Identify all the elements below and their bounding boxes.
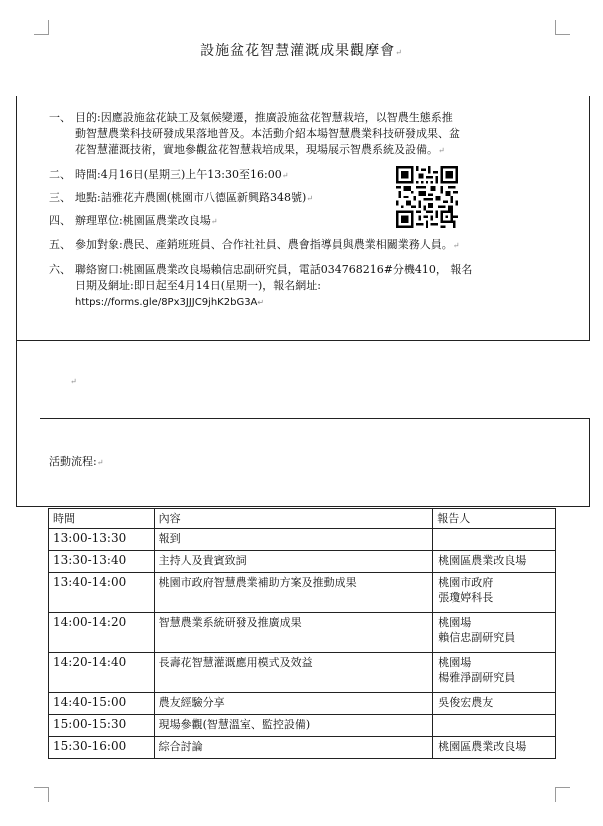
reporter-line: 桃園場 xyxy=(438,616,472,629)
crop-mark-bottom-left xyxy=(34,787,49,802)
item-label: 時間: xyxy=(75,168,101,181)
cell-content: 現場參觀(智慧溫室、監控設備) xyxy=(154,715,433,737)
item-number: 五、 xyxy=(49,238,71,251)
table-row xyxy=(49,551,556,573)
table-row xyxy=(49,573,556,613)
table-row xyxy=(49,737,556,759)
frame-line xyxy=(16,96,17,340)
cell-time: 14:40-15:00 xyxy=(49,693,155,715)
reporter-line xyxy=(438,717,551,732)
cell-time: 15:30-16:00 xyxy=(49,737,155,759)
cell-content: 主持人及貴賓致詞 xyxy=(154,551,433,573)
table-row xyxy=(49,693,556,715)
frame-line xyxy=(16,340,17,506)
reporter-line: 桃園區農業改良場 xyxy=(438,554,527,567)
cell-time: 14:20-14:40 xyxy=(49,653,155,693)
item-number: 一、 xyxy=(49,111,71,124)
cell-time: 13:40-14:00 xyxy=(49,573,155,613)
crop-mark-bottom-right xyxy=(555,787,570,802)
reporter-line: 張瓊婷科長 xyxy=(438,591,494,604)
cell-reporter xyxy=(433,653,556,693)
item-audience: 五、 參加對象:農民、產銷班班員、合作社社員、農會指導員與農業相關業務人員。↵ xyxy=(49,238,460,251)
qr-code-icon xyxy=(396,166,458,228)
cell-reporter xyxy=(433,613,556,653)
cell-content: 桃園市政府智慧農業補助方案及推動成果 xyxy=(154,573,433,613)
item-number: 三、 xyxy=(49,191,71,204)
cell-time: 13:00-13:30 xyxy=(49,529,155,551)
cell-time: 15:00-15:30 xyxy=(49,715,155,737)
cell-content: 智慧農業系統研發及推廣成果 xyxy=(154,613,433,653)
cell-content: 報到 xyxy=(154,529,433,551)
item-text: 農民、產銷班班員、合作社社員、農會指導員與農業相關業務人員。 xyxy=(122,238,453,251)
cell-content: 綜合討論 xyxy=(154,737,433,759)
cell-reporter xyxy=(433,529,556,551)
item-label: 參加對象: xyxy=(75,238,123,251)
item-number: 六、 xyxy=(49,263,71,276)
frame-line xyxy=(40,418,590,419)
item-number: 二、 xyxy=(49,168,71,181)
cell-reporter xyxy=(433,573,556,613)
item-text: 因應設施盆花缺工及氣候變遷，推廣設施盆花智慧栽培，以智農生態系推 xyxy=(100,111,453,124)
frame-line xyxy=(589,96,590,340)
table-row xyxy=(49,715,556,737)
item-organizer: 四、 辦理單位:桃園區農業改良場↵ xyxy=(49,214,218,227)
reporter-line: 吳俊宏農友 xyxy=(438,696,494,709)
cell-reporter xyxy=(433,693,556,715)
frame-line xyxy=(589,418,590,506)
paragraph-return-icon: ↵ xyxy=(438,146,445,155)
item-label: 辦理單位: xyxy=(75,214,123,227)
item-text: 桃園區農業改良場賴信忠副研究員，電話034768216#分機410， 報名 xyxy=(122,263,473,276)
cell-time: 14:00-14:20 xyxy=(49,613,155,653)
cell-reporter xyxy=(433,715,556,737)
page-title: 設施盆花智慧灌溉成果觀摩會↵ xyxy=(200,43,403,59)
cell-reporter xyxy=(433,551,556,573)
reporter-line xyxy=(438,531,551,546)
header-reporter: 報告人 xyxy=(433,509,556,529)
table-row xyxy=(49,653,556,693)
item-contact xyxy=(49,262,472,278)
paragraph-return-icon: ↵ xyxy=(70,377,77,386)
item-text: 桃園區農業改良場 xyxy=(122,214,211,227)
item-purpose-line2: 動智慧農業科技研發成果落地普及。本活動介紹本場智慧農業科技研發成果、盆 xyxy=(75,127,460,140)
registration-url[interactable]: https://forms.gle/8Px3JJJC9jhK2bG3A↵ xyxy=(75,297,265,308)
reporter-line: 賴信忠副研究員 xyxy=(438,631,516,644)
item-text: 詰雅花卉農園(桃園市八德區新興路348號) xyxy=(100,191,307,204)
cell-content: 農友經驗分享 xyxy=(154,693,433,715)
paragraph-return-icon: ↵ xyxy=(395,48,403,57)
item-purpose xyxy=(49,110,453,126)
item-label: 地點: xyxy=(75,191,101,204)
item-text: 4月16日(星期三)上午13:30至16:00 xyxy=(100,168,282,181)
item-label: 聯絡窗口: xyxy=(75,263,123,276)
header-time: 時間 xyxy=(49,509,155,529)
cell-reporter xyxy=(433,737,556,759)
flow-label: 活動流程:↵ xyxy=(49,455,104,468)
reporter-line: 楊雅淨副研究員 xyxy=(438,671,516,684)
reporter-line: 桃園場 xyxy=(438,656,472,669)
schedule-table xyxy=(48,508,556,759)
cell-time: 13:30-13:40 xyxy=(49,551,155,573)
header-content: 內容 xyxy=(154,509,433,529)
item-number: 四、 xyxy=(49,214,71,227)
frame-line xyxy=(16,340,590,341)
item-contact-line2: 日期及網址:即日起至4月14日(星期一)，報名網址: xyxy=(75,279,321,292)
item-purpose-line3: 花智慧灌溉技術，實地參觀盆花智慧栽培成果，現場展示智農系統及設備。↵ xyxy=(75,143,445,156)
table-row xyxy=(49,613,556,653)
table-header-row xyxy=(49,509,556,529)
reporter-line: 桃園區農業改良場 xyxy=(438,740,527,753)
reporter-line: 桃園市政府 xyxy=(438,576,494,589)
cell-content: 長壽花智慧灌溉應用模式及效益 xyxy=(154,653,433,693)
item-location: 三、 地點:詰雅花卉農園(桃園市八德區新興路348號)↵ xyxy=(49,191,313,204)
table-row xyxy=(49,529,556,551)
crop-mark-top-right xyxy=(555,20,570,35)
item-label: 目的: xyxy=(75,111,101,124)
crop-mark-top-left xyxy=(34,20,49,35)
frame-line xyxy=(16,506,590,507)
item-time: 二、 時間:4月16日(星期三)上午13:30至16:00↵ xyxy=(49,168,289,181)
